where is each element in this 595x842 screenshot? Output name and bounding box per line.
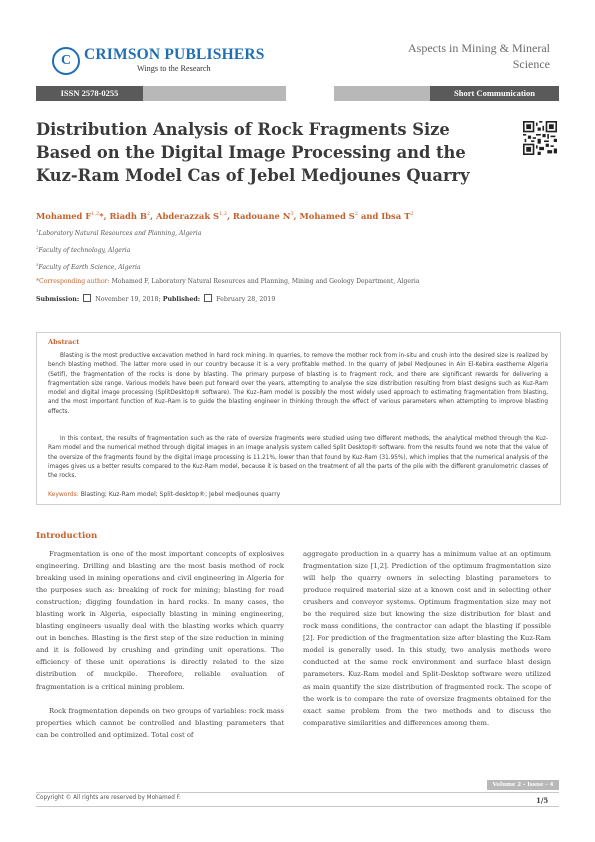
footer-divider: [36, 806, 559, 807]
journal-name-line1: Aspects in Mining & Mineral: [408, 41, 550, 55]
body-paragraph: Fragmentation is one of the most important concepts of explosives engineering. Drilling and blasting are the most basis method of rock breaking used in mining operations and civil engineering in Algeria for the purposes such as: breaking of rock for mining; blasting for road construction; digging foundation in hard rocks. In many cases, the blasting work in Algeria, especially blasting in mining engineering, blasting engineers usually deal with the blasting works which quarry out in benches. Blasting is the first step of the size reduction in mining and it is followed by crushing and grinding unit operations. The efficiency of these unit operations is directly related to the size distribution of muckpile. Therefore, reliable evaluation of fragmentation is a critical mining problem.: [36, 550, 284, 691]
corresponding-author-label: *Corresponding author:: [36, 278, 110, 285]
keywords: [48, 491, 280, 498]
journal-name: [330, 40, 550, 72]
article-dates: Submission: November 19, 2018; Published: February 28, 2019: [36, 296, 276, 303]
published-date: February 28, 2019: [216, 296, 276, 303]
publisher-name: CRIMSON PUBLISHERS: [84, 46, 265, 63]
copyright-text: Copyright © All rights are reserved by Mohamed F.: [36, 795, 181, 801]
keywords-text: Blasting; Kuz-Ram model; Split-desktop®; Jebel medjounes quarry: [80, 491, 281, 498]
author-name[interactable]: Ibsa $T^2$: [381, 211, 414, 221]
affiliation: $^3$Faculty of Earth Science, Algeria: [36, 262, 141, 272]
author-name[interactable]: Radouane $N^3$: [232, 211, 294, 221]
calendar-icon: [204, 294, 212, 302]
volume-issue-badge: Volume 2 - Issue - 4: [487, 780, 559, 790]
section-heading-introduction: Introduction: [36, 531, 98, 541]
body-column-left: [36, 548, 284, 741]
issn-badge: ISSN 2578-0255: [36, 86, 143, 101]
corresponding-author-text: Mohamed F, Laboratory Natural Resources and Planning, Mining and Geology Department, Algeria: [111, 278, 420, 285]
affiliation: $^1$Laboratory Natural Resources and Planning, Algeria: [36, 228, 202, 238]
journal-name-line2: Science: [512, 57, 550, 71]
body-paragraph: aggregate production in a quarry has a minimum value at an optimum fragmentation size [1,2]. Prediction of the optimum fragmentation size will help the quarry owners in selecting blasting parameters to produce required material size at a known cost and in selecting other crushers and conveyor systems. Optimum fragmentation size may not be the required size but knowing the size distribution for blast and rock mass conditions, the contractor can adapt the blasting if possible [2]. For prediction of the fragmentation size after blasting the Kuz-Ram model is generally used. In this study, two analysis methods were conducted at the same rock environment and surface blast design parameters. Kuz-Ram model and Split-Desktop software were utilized as main quantify the size distribution of fragmented rock. The scope of the work is to compare the rate of oversize fragments obtained for the exact same problem from the two methods and to discuss the comparative similarities and differences among them.: [303, 550, 551, 727]
qr-code-icon[interactable]: [523, 121, 557, 155]
publisher-tagline: Wings to the Research: [137, 64, 211, 73]
author-name[interactable]: Mohamed $S^2$: [299, 211, 359, 221]
calendar-icon: [83, 294, 91, 302]
abstract-heading: Abstract: [48, 338, 80, 346]
submission-date: November 19, 2018;: [95, 296, 161, 303]
keywords-label: Keywords:: [48, 491, 79, 498]
footer-divider: [36, 792, 559, 793]
article-type-badge: Short Communication: [430, 86, 559, 101]
page-number: 1/5: [536, 796, 549, 805]
body-column-right: [303, 548, 551, 729]
author-list: Mohamed F$^{1,2}$*, Riadh $B^2$, Abderazzak S$^{1,2}$, Radouane $N^3$, Mohamed $S^2$ and Ibsa $T^2$: [36, 211, 414, 221]
abstract-paragraph: In this context, the results of fragmentation such as the rate of oversize fragments were studied using two different methods, the analytical method through the Kuz-Ram model and the numerical method through digital images in an image analysis system called Split Desktop® software. from the results found we note that the value of the oversize of the fragments found by the digital image processing is 11.21%, lower than that found by Kuz-Ram (31.95%), which implies that the numerical analysis of the images gives us a better results compared to the Kuz-Ram model, because it is based on the treatment of all the parts of the pile with the different granulometric classes of the rocks.: [48, 436, 548, 480]
corresponding-author: [36, 278, 420, 285]
author-name[interactable]: Mohamed F$^{1,2}$*: [36, 211, 104, 221]
author-name[interactable]: Abderazzak S$^{1,2}$: [156, 211, 228, 221]
publisher-logo-icon: C: [52, 47, 80, 75]
abstract-paragraph: Blasting is the most productive excavation method in hard rock mining. In quarries, to remove the mother rock from in-situ and crush into the desired size is realized by bench blasting method. The latter more used in our country because it is a very profitable method. In the quarry of Jebel Medjounes in Ain El-Kebira eastherne Algeria (Setif), the fragmentation of the rocks is done by blasting. The primary purpose of blasting is to fragment rock, and there are significant rewards for delivering a fragmentation size range. Various models have been put forward over the years, attempting to analyse the size distribution resulting from blast designs such as Kuz-Ram model and digital image processing (SplitDesktop® software). The Kuz–Ram model is possibly the most widely used approach to estimating fragmentation from blasting, and the most important function of Kuz–Ram is to guide the blasting engineer in thinking through the effect of various parameters when attempting to improve blasting effects.: [48, 353, 548, 415]
affiliation: $^2$Faculty of technology, Algeria: [36, 245, 131, 255]
paper-title: Distribution Analysis of Rock Fragments Size Based on the Digital Image Processing and the Kuz-Ram Model Cas of Jebel Medjounes Quarry: [36, 120, 470, 185]
body-paragraph: Rock fragmentation depends on two groups of variables: rock mass properties which cannot be controlled and blasting parameters that can be controlled and optimized. Total cost of: [36, 706, 284, 739]
author-name[interactable]: Riadh $B^2$: [109, 211, 151, 221]
